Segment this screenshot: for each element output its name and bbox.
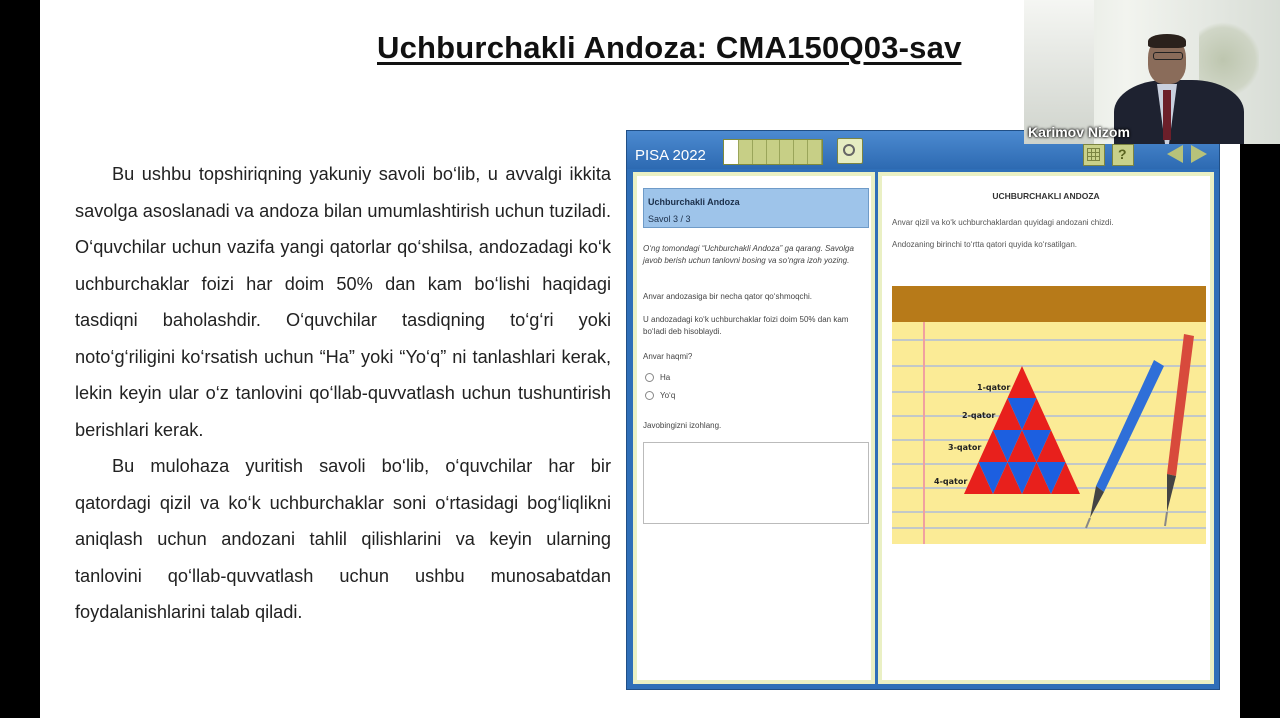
clock-icon[interactable] [837, 138, 863, 164]
calculator-icon[interactable] [1083, 144, 1105, 166]
question-text-1: Anvar andozasiga bir necha qator qo‘shmoqchi. [643, 292, 812, 301]
pisa-logo: PISA 2022 [635, 147, 706, 164]
row-label-1: 1-qator [977, 383, 1011, 392]
paragraph-2: Bu mulohaza yuritish savoli bo‘lib, o‘quvchilar har bir qatordagi qizil va ko‘k uchburchaklar soni o‘rtasidagi bog‘liqlikni aniqlash uchun andozani tahlil qilishlarini va keyin ularning tanlovini qo‘llab-quvvatlash uchun ushbu munosabatdan foydalanishlarini talab qiladi. [75, 456, 611, 622]
stimulus-text-1: Anvar qizil va ko‘k uchburchaklardan quyidagi andozani chizdi. [892, 218, 1114, 227]
notepad-header [892, 286, 1206, 322]
pisa-window [626, 130, 1220, 690]
radio-yes-label: Ha [660, 373, 671, 382]
presenter-video [1024, 0, 1280, 144]
stimulus-panel [878, 172, 1214, 684]
explain-prompt: Javobingizni izohlang. [643, 421, 722, 430]
radio-yes[interactable] [645, 373, 670, 382]
row-label-2: 2-qator [962, 411, 996, 420]
question-panel [633, 172, 875, 684]
radio-no-label: Yo‘q [660, 391, 676, 400]
paragraph-1: Bu ushbu topshiriqning yakuniy savoli bo‘lib, u avvalgi ikkita savolga asoslanadi va andoza bilan umumlashtirish uchun tuziladi. O‘quvchilar uchun vazifa yangi qatorlar qo‘shilsa, andozadagi ko‘k uchburchaklar foizi har doim 50% dan kam bo‘lishi haqidagi tasdiqni baholashdir. O‘quvchilar tasdiqning to‘g‘ri yoki noto‘g‘riligini ko‘rsatish uchun “Ha” yoki “Yo‘q” ni tanlashlari kerak, lekin keyin ular o‘z tanlovini qo‘llab-quvvatlash uchun tushuntirish berishlari kerak. [75, 164, 611, 440]
radio-circle-icon[interactable] [645, 391, 654, 400]
question-text-2: U andozadagi ko‘k uchburchaklar foizi doim 50% dan kam bo‘ladi deb hisoblaydi. [643, 315, 849, 336]
previous-arrow-icon[interactable] [1167, 145, 1183, 163]
unit-header [643, 188, 869, 228]
answer-textarea[interactable] [643, 442, 869, 524]
slide-body [75, 156, 611, 631]
stimulus-title: UCHBURCHAKLI ANDOZA [992, 191, 1100, 201]
stimulus-text-2: Andozaning birinchi to‘rtta qatori quyida ko‘rsatilgan. [892, 240, 1077, 249]
row-label-4: 4-qator [934, 477, 968, 486]
unit-title: Uchburchakli Andoza [648, 197, 740, 207]
next-arrow-icon[interactable] [1191, 145, 1207, 163]
triangle-pattern-illustration [892, 286, 1206, 544]
unit-question-count: Savol 3 / 3 [648, 214, 691, 224]
slide-title: Uchburchakli Andoza: CMA150Q03-sav [377, 30, 962, 65]
notepad-paper [892, 286, 1206, 544]
help-icon[interactable] [1112, 144, 1134, 166]
instruction-text: O‘ng tomondagi “Uchburchakli Andoza” ga qarang. Savolga javob berish uchun tanlovni bosing va so‘ngra izoh yozing. [643, 244, 854, 265]
row-label-3: 3-qator [948, 443, 982, 452]
presenter-name: Karimov Nizom [1028, 124, 1130, 140]
question-text-3: Anvar haqmi? [643, 352, 693, 361]
radio-circle-icon[interactable] [645, 373, 654, 382]
radio-no[interactable] [645, 391, 675, 400]
progress-bar [723, 139, 823, 165]
